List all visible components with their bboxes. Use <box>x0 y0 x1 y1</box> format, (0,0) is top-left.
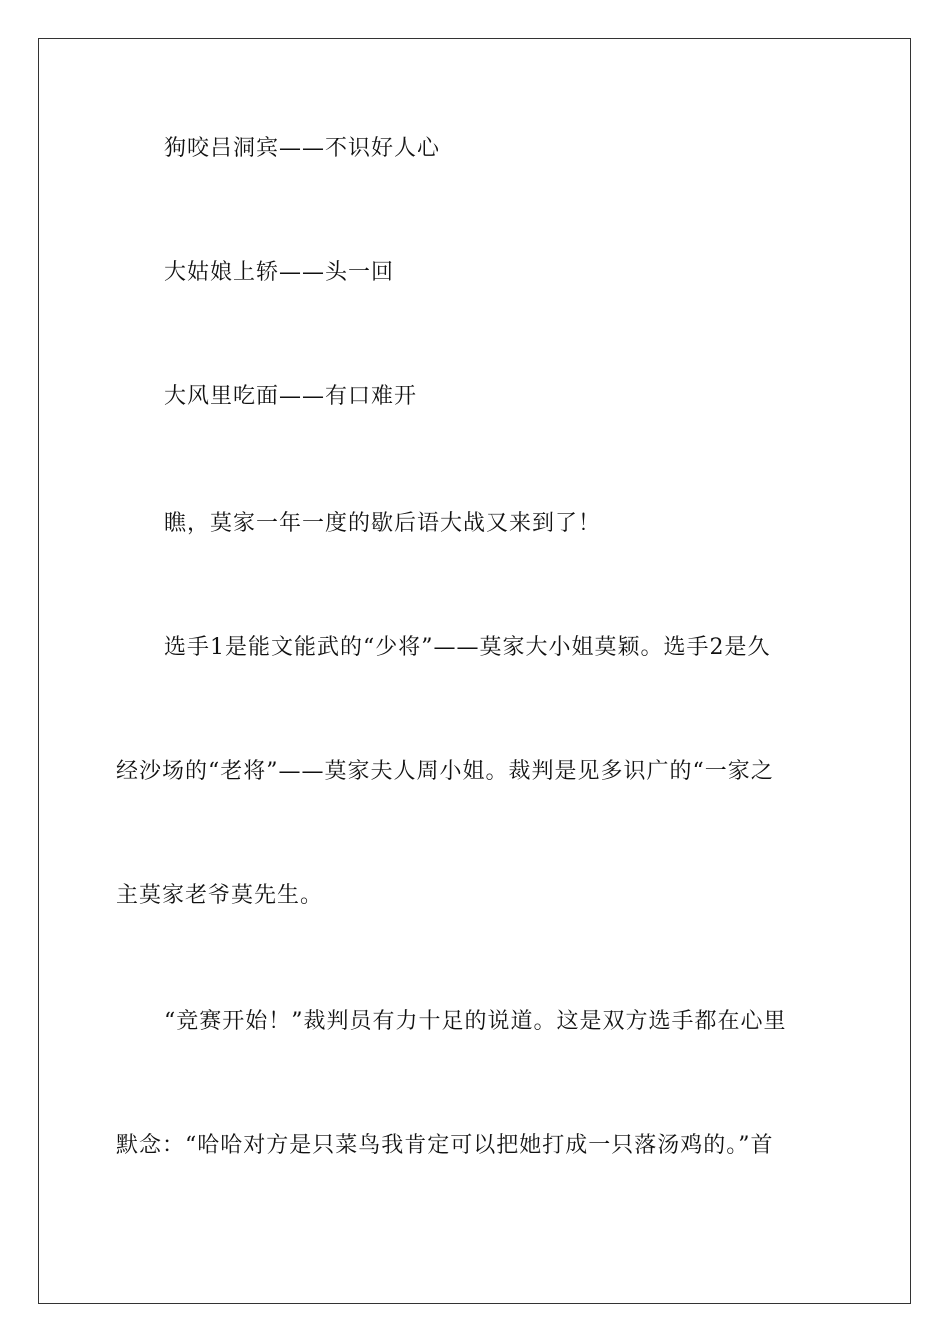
text-line-3: 大风里吃面——有口难开 <box>164 384 418 409</box>
text-line-6: 经沙场的“老将”——莫家夫人周小姐。裁判是见多识广的“一家之 <box>116 759 774 784</box>
text-line-8: “竞赛开始！”裁判员有力十足的说道。这是双方选手都在心里 <box>164 1009 787 1034</box>
text-line-9: 默念：“哈哈对方是只菜鸟我肯定可以把她打成一只落汤鸡的。”首 <box>116 1133 774 1158</box>
text-line-1: 狗咬吕洞宾——不识好人心 <box>164 136 441 161</box>
text-line-5: 选手1是能文能武的“少将”——莫家大小姐莫颖。选手2是久 <box>164 635 771 660</box>
page-border <box>38 38 911 1304</box>
text-line-2: 大姑娘上轿——头一回 <box>164 260 395 285</box>
text-line-7: 主莫家老爷莫先生。 <box>116 883 324 908</box>
text-line-4: 瞧，莫家一年一度的歇后语大战又来到了！ <box>164 511 602 536</box>
